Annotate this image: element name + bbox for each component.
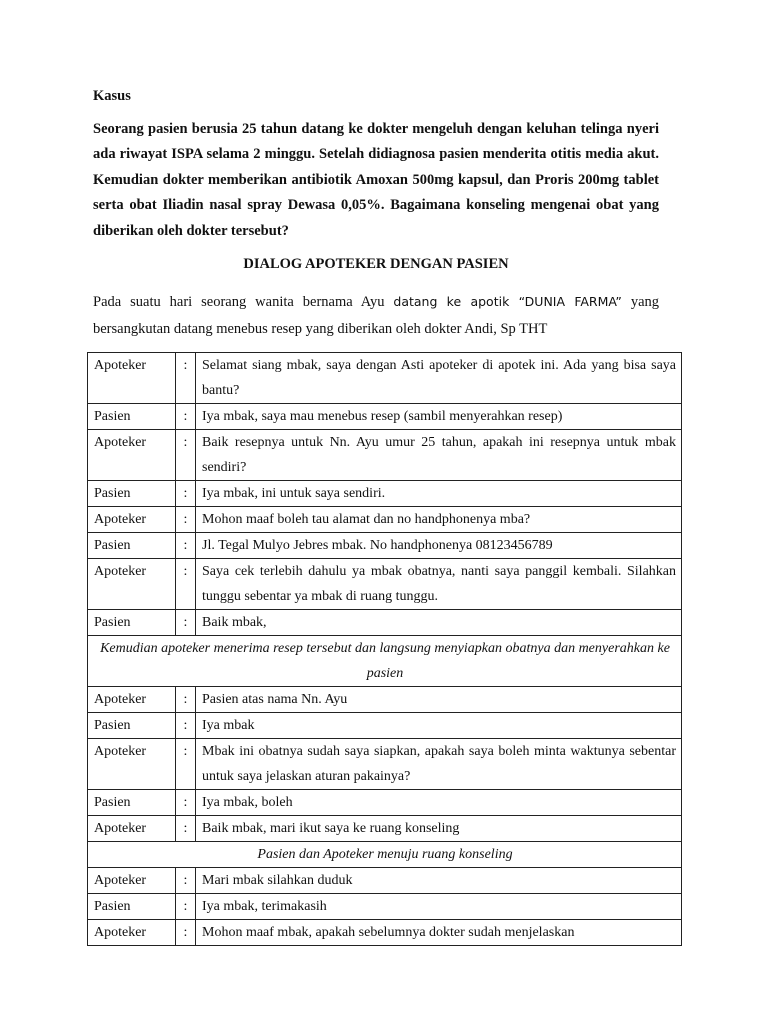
- narration-row: [88, 842, 682, 868]
- separator-cell: :: [176, 713, 196, 739]
- utterance-cell: Iya mbak: [196, 713, 682, 739]
- narration-text: Kemudian apoteker menerima resep tersebut dan langsung menyiapkan obatnya dan menyerahkan ke pasien: [88, 636, 682, 687]
- speaker-cell: Pasien: [88, 533, 176, 559]
- speaker-cell: Apoteker: [88, 353, 176, 404]
- dialog-row: [88, 739, 682, 790]
- separator-cell: :: [176, 533, 196, 559]
- dialog-row: [88, 507, 682, 533]
- dialog-row: [88, 894, 682, 920]
- section-heading: Kasus: [93, 88, 131, 104]
- intro-paragraph: [93, 288, 659, 343]
- intro-text-pharmacy: datang ke apotik “DUNIA FARMA”: [393, 294, 622, 309]
- dialog-row: [88, 713, 682, 739]
- separator-cell: :: [176, 430, 196, 481]
- dialog-row: [88, 816, 682, 842]
- utterance-cell: Mohon maaf mbak, apakah sebelumnya dokter sudah menjelaskan: [196, 920, 682, 946]
- dialog-row: [88, 610, 682, 636]
- separator-cell: :: [176, 868, 196, 894]
- case-paragraph: Seorang pasien berusia 25 tahun datang ke dokter mengeluh dengan keluhan telinga nyeri ada riwayat ISPA selama 2 minggu. Setelah didiagnosa pasien menderita otitis media akut. Kemudian dokter memberikan antibiotik Amoxan 500mg kapsul, dan Proris 200mg tablet serta obat Iliadin nasal spray Dewasa 0,05%. Bagaimana konseling mengenai obat yang diberikan oleh dokter tersebut?: [93, 121, 659, 239]
- separator-cell: :: [176, 404, 196, 430]
- separator-cell: :: [176, 610, 196, 636]
- narration-text: Pasien dan Apoteker menuju ruang konseling: [88, 842, 682, 868]
- speaker-cell: Apoteker: [88, 430, 176, 481]
- speaker-cell: Apoteker: [88, 687, 176, 713]
- speaker-cell: Apoteker: [88, 559, 176, 610]
- dialog-title: DIALOG APOTEKER DENGAN PASIEN: [243, 256, 509, 272]
- dialog-row: [88, 404, 682, 430]
- utterance-cell: Mbak ini obatnya sudah saya siapkan, apakah saya boleh minta waktunya sebentar untuk saya jelaskan aturan pakainya?: [196, 739, 682, 790]
- utterance-cell: Mohon maaf boleh tau alamat dan no handphonenya mba?: [196, 507, 682, 533]
- separator-cell: :: [176, 353, 196, 404]
- separator-cell: :: [176, 894, 196, 920]
- dialog-row: [88, 533, 682, 559]
- speaker-cell: Pasien: [88, 713, 176, 739]
- intro-text-start: Pada suatu hari seorang wanita bernama Ayu: [93, 294, 394, 310]
- utterance-cell: Saya cek terlebih dahulu ya mbak obatnya, nanti saya panggil kembali. Silahkan tunggu sebentar ya mbak di ruang tunggu.: [196, 559, 682, 610]
- dialog-table: [87, 352, 682, 946]
- utterance-cell: Iya mbak, ini untuk saya sendiri.: [196, 481, 682, 507]
- dialog-table-body: [88, 353, 682, 946]
- separator-cell: :: [176, 559, 196, 610]
- speaker-cell: Apoteker: [88, 816, 176, 842]
- dialog-row: [88, 868, 682, 894]
- utterance-cell: Baik resepnya untuk Nn. Ayu umur 25 tahun, apakah ini resepnya untuk mbak sendiri?: [196, 430, 682, 481]
- utterance-cell: Jl. Tegal Mulyo Jebres mbak. No handphonenya 08123456789: [196, 533, 682, 559]
- utterance-cell: Baik mbak, mari ikut saya ke ruang konseling: [196, 816, 682, 842]
- separator-cell: :: [176, 739, 196, 790]
- utterance-cell: Selamat siang mbak, saya dengan Asti apoteker di apotek ini. Ada yang bisa saya bantu?: [196, 353, 682, 404]
- speaker-cell: Pasien: [88, 404, 176, 430]
- utterance-cell: Pasien atas nama Nn. Ayu: [196, 687, 682, 713]
- separator-cell: :: [176, 507, 196, 533]
- speaker-cell: Pasien: [88, 790, 176, 816]
- speaker-cell: Pasien: [88, 610, 176, 636]
- separator-cell: :: [176, 687, 196, 713]
- speaker-cell: Pasien: [88, 481, 176, 507]
- narration-row: [88, 636, 682, 687]
- utterance-cell: Mari mbak silahkan duduk: [196, 868, 682, 894]
- dialog-row: [88, 481, 682, 507]
- utterance-cell: Baik mbak,: [196, 610, 682, 636]
- dialog-row: [88, 920, 682, 946]
- intro-text-end: yang bersangkutan datang menebus resep yang diberikan oleh dokter Andi, Sp THT: [93, 294, 660, 337]
- speaker-cell: Apoteker: [88, 868, 176, 894]
- utterance-cell: Iya mbak, boleh: [196, 790, 682, 816]
- utterance-cell: Iya mbak, terimakasih: [196, 894, 682, 920]
- dialog-row: [88, 687, 682, 713]
- dialog-row: [88, 790, 682, 816]
- speaker-cell: Pasien: [88, 894, 176, 920]
- utterance-cell: Iya mbak, saya mau menebus resep (sambil menyerahkan resep): [196, 404, 682, 430]
- separator-cell: :: [176, 816, 196, 842]
- separator-cell: :: [176, 790, 196, 816]
- speaker-cell: Apoteker: [88, 739, 176, 790]
- separator-cell: :: [176, 481, 196, 507]
- dialog-row: [88, 559, 682, 610]
- speaker-cell: Apoteker: [88, 507, 176, 533]
- dialog-row: [88, 353, 682, 404]
- speaker-cell: Apoteker: [88, 920, 176, 946]
- separator-cell: :: [176, 920, 196, 946]
- dialog-row: [88, 430, 682, 481]
